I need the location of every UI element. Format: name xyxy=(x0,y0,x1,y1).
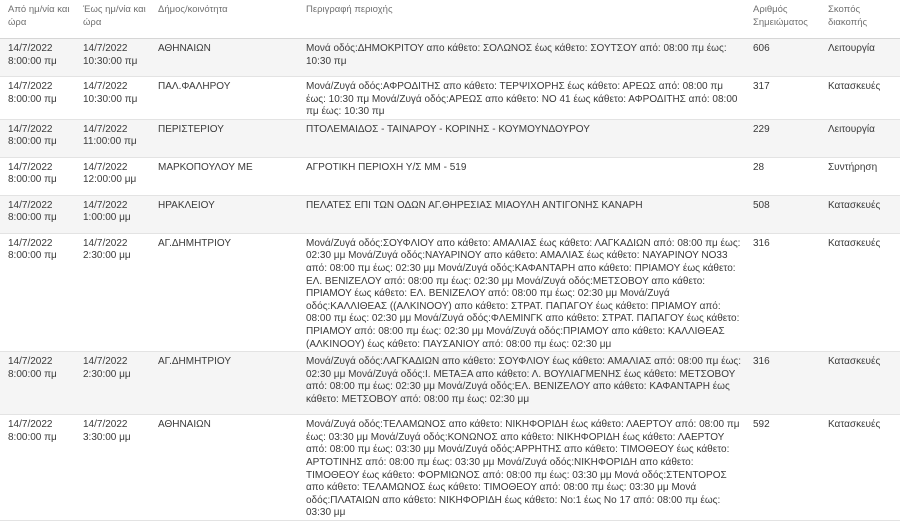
notice-number-cell: 606 xyxy=(753,43,770,54)
table-row xyxy=(0,352,900,415)
from-cell xyxy=(0,119,75,157)
to-time: 2:30:00 μμ xyxy=(83,250,131,262)
to-time: 10:30:00 πμ xyxy=(83,93,138,105)
header-from[interactable]: Από ημ/νία και ώρα xyxy=(0,0,75,39)
description-cell: Μονά/Ζυγά οδός:ΣΟΥΦΛΙΟΥ απο κάθετο: ΑΜΑΛΙΑΣ έως κάθετο: ΛΑΓΚΑΔΙΩΝ από: 08:00 πμ έως: 02:30 μμ Μονά/Ζυγά οδός:ΝΑΥΑΡΙΝΟΥ απο κάθετο: ΑΜΑΛΙΑΣ έως κάθετο: ΝΑΥΑΡΙΝΟΥ ΝΟ33 από: 08:00 πμ έως: 02:30 μμ Μονά/Ζυγά οδός:ΚΑΦΑΝΤΑΡΗ απο κάθετο: ΠΡΙΑΜΟΥ έως κάθετο: ΕΛ. ΒΕΝΙΖΕΛΟΥ από: 08:00 πμ έως: 02:30 μμ Μονά/Ζυγά οδός:ΜΕΤΣΟΒΟΥ απο κάθετο: ΠΡΙΑΜΟΥ έως κάθετο: ΕΛ. ΒΕΝΙΖΕΛΟΥ από: 08:00 πμ έως: 02:30 μμ Μονά/Ζυγά οδός:ΚΑΛΛΙΘΕΑΣ ((ΑΛΚΙΝΟΟΥ) απο κάθετο: ΣΤΡΑΤ. ΠΑΠΑΓΟΥ έως κάθετο: ΠΡΙΑΜΟΥ από: 08:00 πμ έως: 02:30 μμ Μονά/Ζυγά οδός:ΦΛΕΜΙΝΓΚ απο κάθετο: ΣΤΡΑΤ. ΠΑΠΑΓΟΥ έως κάθετο: ΠΡΙΑΜΟΥ από: 08:00 πμ έως: 02:30 μμ Μονά/Ζυγά οδός:ΠΡΙΑΜΟΥ απο κάθετο: ΚΑΛΛΙΘΕΑΣ (ΑΛΚΙΝΟΟΥ) έως κάθετο: ΠΑΥΣΑΝΙΟΥ από: 08:00 πμ έως: 02:30 μμ xyxy=(306,237,741,350)
header-to[interactable]: Έως ημ/νία και ώρα xyxy=(75,0,150,39)
notice-number-cell: 316 xyxy=(753,356,770,368)
purpose-cell: Συντήρηση xyxy=(828,161,878,173)
table-row xyxy=(0,157,900,195)
header-notice-number[interactable]: Αριθμός Σημειώματος xyxy=(747,0,820,39)
to-date: 14/7/2022 xyxy=(83,356,128,368)
header-purpose[interactable]: Σκοπός διακοπής xyxy=(820,0,900,39)
purpose-cell: Κατασκευές xyxy=(828,237,881,249)
municipality-cell: ΑΘΗΝΑΙΩΝ xyxy=(158,419,211,431)
to-cell xyxy=(75,77,150,120)
to-time: 3:30:00 μμ xyxy=(83,431,131,443)
to-cell xyxy=(75,352,150,415)
from-time: 8:00:00 πμ xyxy=(8,174,57,186)
to-date: 14/7/2022 xyxy=(83,199,128,211)
from-cell xyxy=(0,39,75,77)
from-date: 14/7/2022 xyxy=(8,419,53,431)
from-time: 8:00:00 πμ xyxy=(8,368,57,380)
municipality-cell: ΠΑΛ.ΦΑΛΗΡΟΥ xyxy=(158,81,231,92)
purpose-cell: Λειτουργία xyxy=(828,43,875,54)
municipality-cell: ΑΓ.ΔΗΜΗΤΡΙΟΥ xyxy=(158,356,231,368)
to-cell xyxy=(75,119,150,157)
purpose-cell: Κατασκευές xyxy=(828,419,881,431)
from-date: 14/7/2022 xyxy=(8,356,53,368)
to-time: 10:30:00 πμ xyxy=(83,55,138,67)
notice-number-cell: 316 xyxy=(753,237,770,249)
from-cell xyxy=(0,233,75,351)
to-cell xyxy=(75,415,150,521)
notice-number-cell: 28 xyxy=(753,161,765,173)
notice-number-cell: 592 xyxy=(753,419,770,431)
notice-number-cell: 317 xyxy=(753,81,770,92)
from-date: 14/7/2022 xyxy=(8,81,53,92)
to-cell xyxy=(75,157,150,195)
header-description[interactable]: Περιγραφή περιοχής xyxy=(300,0,747,39)
from-time: 8:00:00 πμ xyxy=(8,431,57,443)
description-cell: Μονά/Ζυγά οδός:ΛΑΓΚΑΔΙΩΝ απο κάθετο: ΣΟΥΦΛΙΟΥ έως κάθετο: ΑΜΑΛΙΑΣ από: 08:00 πμ έως: 02:30 μμ Μονά/Ζυγά οδός:Ι. ΜΕΤΑΞΑ απο κάθετο: Λ. ΒΟΥΛΙΑΓΜΕΝΗΣ έως κάθετο: ΜΕΤΣΟΒΟΥ από: 08:00 πμ έως: 02:30 μμ Μονά/Ζυγά οδός:ΕΛ. ΒΕΝΙΖΕΛΟΥ απο κάθετο: ΚΑΦΑΝΤΑΡΗ έως κάθετο: ΜΕΤΣΟΒΟΥ από: 08:00 πμ έως: 02:30 μμ xyxy=(306,356,741,405)
from-date: 14/7/2022 xyxy=(8,161,53,173)
description-cell: Μονά/Ζυγά οδός:ΤΕΛΑΜΩΝΟΣ απο κάθετο: ΝΙΚΗΦΟΡΙΔΗ έως κάθετο: ΛΑΕΡΤΟΥ από: 08:00 πμ έως: 03:30 μμ Μονά/Ζυγά οδός:ΚΟΝΩΝΟΣ απο κάθετο: ΝΙΚΗΦΟΡΙΔΗ έως κάθετο: ΛΑΕΡΤΟΥ από: 08:00 πμ έως: 03:30 μμ Μονά/Ζυγά οδός:ΑΡΡΗΤΗΣ απο κάθετο: ΤΙΜΟΘΕΟΥ έως κάθετο: ΑΡΤΟΤΙΝΗΣ από: 08:00 πμ έως: 03:30 μμ Μονά/Ζυγά οδός:ΝΙΚΗΦΟΡΙΔΗ απο κάθετο: ΤΙΜΟΘΕΟΥ έως κάθετο: ΦΟΡΜΙΩΝΟΣ από: 08:00 πμ έως: 03:30 μμ Μονά οδός:ΣΤΕΝΤΟΡΟΣ απο κάθετο: ΤΕΛΑΜΩΝΟΣ έως κάθετο: ΤΙΜΟΘΕΟΥ από: 08:00 πμ έως: 03:30 μμ Μονά οδός:ΠΛΑΤΑΙΩΝ απο κάθετο: ΝΙΚΗΦΟΡΙΔΗ έως κάθετο: Νο:1 έως Νο 17 από: 08:00 πμ έως: 03:30 μμ xyxy=(306,419,740,519)
description-cell: Μονά/Ζυγά οδός:ΑΦΡΟΔΙΤΗΣ απο κάθετο: ΤΕΡΨΙΧΟΡΗΣ έως κάθετο: ΑΡΕΩΣ από: 08:00 πμ έως: 10:30 πμ Μονά/Ζυγά οδός:ΑΡΕΩΣ απο κάθετο: ΝΟ 41 έως κάθετο: ΑΦΡΟΔΙΤΗΣ από: 08:00 πμ έως: 10:30 πμ xyxy=(306,81,738,118)
municipality-cell: ΜΑΡΚΟΠΟΥΛΟΥ ΜΕ xyxy=(158,161,253,173)
to-cell xyxy=(75,195,150,233)
to-time: 12:00:00 μμ xyxy=(83,174,137,186)
from-date: 14/7/2022 xyxy=(8,123,53,135)
to-date: 14/7/2022 xyxy=(83,123,128,135)
from-date: 14/7/2022 xyxy=(8,199,53,211)
to-date: 14/7/2022 xyxy=(83,237,128,249)
from-cell xyxy=(0,415,75,521)
table-row xyxy=(0,119,900,157)
from-time: 8:00:00 πμ xyxy=(8,212,57,224)
from-date: 14/7/2022 xyxy=(8,237,53,249)
purpose-cell: Κατασκευές xyxy=(828,81,881,92)
table-header-row xyxy=(0,0,900,39)
municipality-cell: ΠΕΡΙΣΤΕΡΙΟΥ xyxy=(158,123,224,135)
table-row xyxy=(0,77,900,120)
to-cell xyxy=(75,39,150,77)
to-time: 1:00:00 μμ xyxy=(83,212,131,224)
to-time: 11:00:00 πμ xyxy=(83,136,137,148)
from-cell xyxy=(0,195,75,233)
municipality-cell: ΑΓ.ΔΗΜΗΤΡΙΟΥ xyxy=(158,237,231,249)
description-cell: ΑΓΡΟΤΙΚΗ ΠΕΡΙΟΧΗ Υ/Σ ΜΜ - 519 xyxy=(306,161,467,173)
table-row xyxy=(0,415,900,521)
to-date: 14/7/2022 xyxy=(83,161,128,173)
notice-number-cell: 508 xyxy=(753,199,770,211)
from-cell xyxy=(0,77,75,120)
header-municipality[interactable]: Δήμος/κοινότητα xyxy=(150,0,300,39)
from-cell xyxy=(0,352,75,415)
to-date: 14/7/2022 xyxy=(83,43,128,54)
table-row xyxy=(0,39,900,77)
table-row xyxy=(0,195,900,233)
from-time: 8:00:00 πμ xyxy=(8,136,57,148)
from-cell xyxy=(0,157,75,195)
from-date: 14/7/2022 xyxy=(8,43,53,54)
from-time: 8:00:00 πμ xyxy=(8,93,57,105)
description-cell: ΠΤΟΛΕΜΑΙΔΟΣ - ΤΑΙΝΑΡΟΥ - ΚΟΡΙΝΗΣ - ΚΟΥΜΟΥΝΔΟΥΡΟΥ xyxy=(306,123,590,135)
from-time: 8:00:00 πμ xyxy=(8,55,57,67)
description-cell: Μονά οδός:ΔΗΜΟΚΡΙΤΟΥ απο κάθετο: ΣΟΛΩΝΟΣ έως κάθετο: ΣΟΥΤΣΟΥ από: 08:00 πμ έως: 10:30 πμ xyxy=(306,43,727,67)
purpose-cell: Κατασκευές xyxy=(828,199,881,211)
table-row xyxy=(0,233,900,351)
notice-number-cell: 229 xyxy=(753,123,770,135)
purpose-cell: Λειτουργία xyxy=(828,123,875,135)
purpose-cell: Κατασκευές xyxy=(828,356,881,368)
to-date: 14/7/2022 xyxy=(83,81,128,92)
municipality-cell: ΗΡΑΚΛΕΙΟΥ xyxy=(158,199,215,211)
from-time: 8:00:00 πμ xyxy=(8,250,57,262)
to-cell xyxy=(75,233,150,351)
municipality-cell: ΑΘΗΝΑΙΩΝ xyxy=(158,43,211,54)
to-date: 14/7/2022 xyxy=(83,419,128,431)
to-time: 2:30:00 μμ xyxy=(83,368,131,380)
description-cell: ΠΕΛΑΤΕΣ ΕΠΙ ΤΩΝ ΟΔΩΝ ΑΓ.ΘΗΡΕΣΙΑΣ ΜΙΑΟΥΛΗ ΑΝΤΙΓΟΝΗΣ ΚΑΝΑΡΗ xyxy=(306,199,643,211)
